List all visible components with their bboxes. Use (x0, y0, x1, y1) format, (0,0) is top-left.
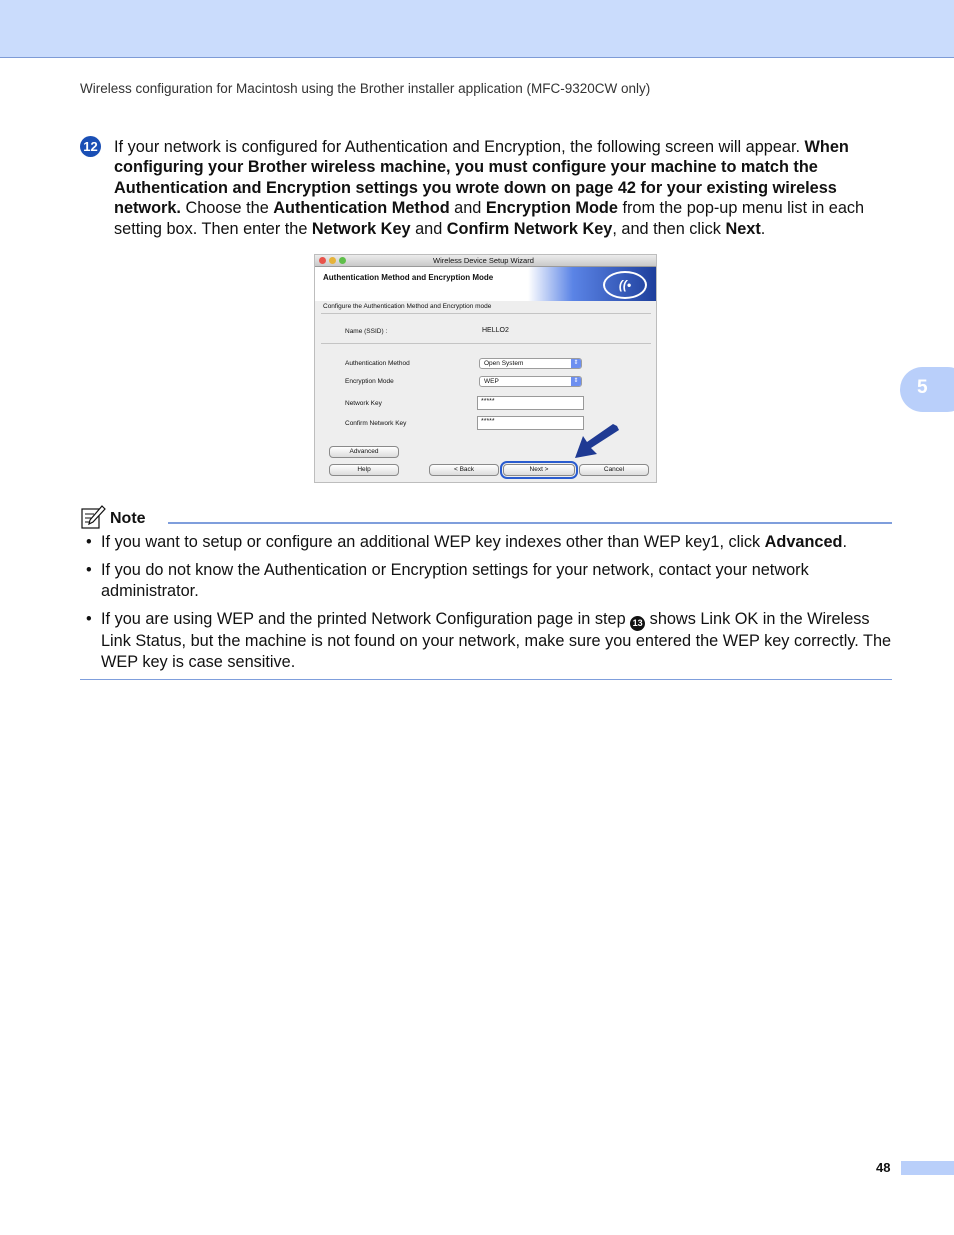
auth-method-label: Authentication Method (345, 360, 410, 367)
encryption-mode-label: Encryption Mode (345, 378, 394, 385)
running-head: Wireless configuration for Macintosh using the Brother installer application (MFC-9320CW only) (80, 81, 651, 96)
close-light-icon[interactable] (319, 257, 326, 264)
note-item-1-text: If you want to setup or configure an additional WEP key indexes other than WEP key1, click (101, 533, 765, 551)
step-reference-badge: 13 (630, 616, 645, 631)
step-text-6: , and then click (612, 219, 726, 238)
note-rule-bottom (80, 679, 892, 680)
step-bold-1: When configuring your Brother wireless machine, you must configure your machine to match the Authentication and Encryption settings you wrote down on page 42 for your existing wireless network. (114, 138, 849, 218)
network-key-field[interactable]: ***** (477, 396, 584, 410)
step-text-1: If your network is configured for Authentication and Encryption, the following screen will appear. (114, 138, 805, 156)
next-button[interactable]: Next > (503, 464, 575, 476)
chapter-tab (900, 367, 954, 412)
note-item-2-text: If you do not know the Authentication or Encryption settings for your network, contact your network administrator. (101, 561, 809, 600)
page-tab (901, 1161, 954, 1175)
window-title: Wireless Device Setup Wizard (433, 256, 534, 265)
note-item (80, 560, 892, 601)
encryption-mode-select[interactable] (479, 376, 582, 387)
step-bold-6: Next (725, 219, 761, 238)
step-text-5: and (410, 219, 447, 238)
divider (321, 343, 651, 344)
bullet: • (86, 561, 92, 580)
select-arrows-icon: ⇕ (571, 359, 581, 368)
note-item (80, 532, 892, 552)
note-item-1-bold: Advanced (764, 533, 843, 551)
step-bold-3: Encryption Mode (485, 199, 618, 218)
minimize-light-icon[interactable] (329, 257, 336, 264)
note-pencil-icon (80, 505, 106, 530)
wizard-banner (528, 267, 656, 301)
note-item-3-text-a: If you are using WEP and the printed Network Configuration page in step (101, 610, 631, 629)
note-item (80, 609, 892, 672)
note-item-1-end: . (842, 533, 848, 551)
page-number: 48 (876, 1160, 891, 1175)
cancel-button[interactable]: Cancel (579, 464, 649, 476)
header-band (0, 0, 954, 58)
ssid-label: Name (SSID) : (345, 328, 388, 335)
help-button[interactable]: Help (329, 464, 399, 476)
step-text-7: . (760, 219, 766, 238)
wizard-screenshot (314, 254, 657, 483)
encryption-mode-value: WEP (484, 378, 499, 385)
auth-method-value: Open System (484, 360, 524, 367)
wireless-logo-icon: ((• (603, 271, 647, 299)
zoom-light-icon[interactable] (339, 257, 346, 264)
step-bold-2: Authentication Method (273, 199, 450, 218)
confirm-key-label: Confirm Network Key (345, 420, 407, 427)
step-bold-5: Confirm Network Key (446, 219, 613, 238)
confirm-key-field[interactable]: ***** (477, 416, 584, 430)
back-button[interactable]: < Back (429, 464, 499, 476)
pointer-arrow-icon (573, 424, 619, 460)
step-text-4: from the pop-up menu list in each setting box. Then enter the (114, 199, 865, 238)
chapter-number: 5 (917, 377, 928, 398)
bullet: • (86, 610, 92, 629)
note-item-3-text-b: shows Link OK in the Wireless Link Status, but the machine is not found on your network, make sure you entered the WEP key correctly. The WEP key is case sensitive. (101, 610, 892, 671)
wizard-header (315, 267, 656, 301)
advanced-button[interactable]: Advanced (329, 446, 399, 458)
network-key-label: Network Key (345, 400, 382, 407)
wizard-subheading: Configure the Authentication Method and Encryption mode (323, 303, 492, 310)
window-titlebar (315, 255, 656, 267)
auth-method-select[interactable] (479, 358, 582, 369)
bullet: • (86, 533, 92, 551)
select-arrows-icon: ⇕ (571, 377, 581, 386)
step-text-2: Choose the (180, 199, 274, 218)
note-label: Note (110, 510, 146, 527)
note-rule-top (168, 522, 892, 524)
ssid-value: HELLO2 (482, 327, 509, 334)
step-bold-4: Network Key (311, 219, 411, 238)
note-list (80, 532, 892, 680)
wizard-header-title: Authentication Method and Encryption Mode (323, 273, 494, 282)
step-text-3: and (449, 199, 486, 218)
divider (321, 313, 651, 314)
step-instruction (114, 137, 894, 239)
step-number-badge: 12 (80, 136, 101, 157)
